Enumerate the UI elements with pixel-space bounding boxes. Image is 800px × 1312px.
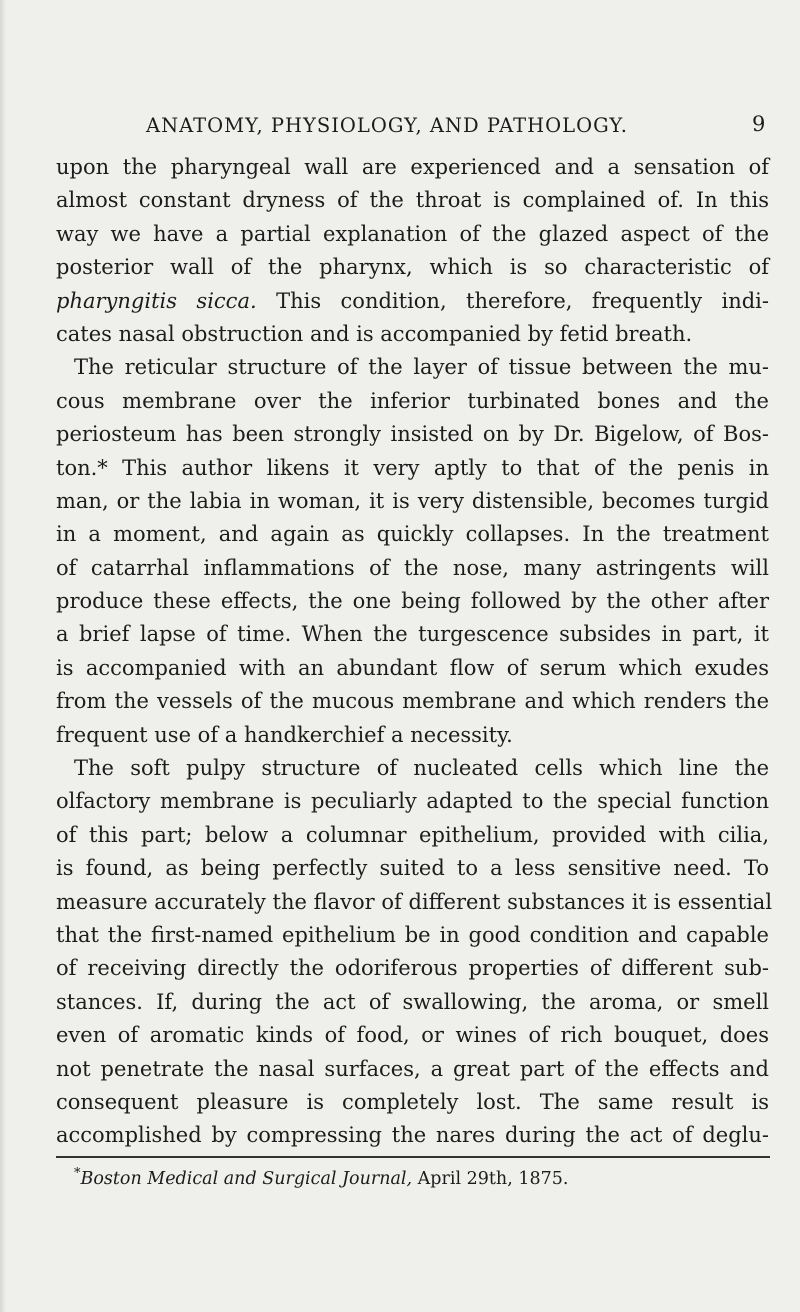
text-line: posterior wall of the pharynx, which is so characteristic of [56, 255, 769, 280]
text-line: almost constant dryness of the throat is complained of. In this [56, 188, 769, 213]
text-line: olfactory membrane is peculiarly adapted to the special function [56, 789, 769, 814]
text-line: is accompanied with an abundant flow of serum which exudes [56, 655, 769, 680]
text-line: upon the pharyngeal wall are experienced and a sensation of [56, 155, 769, 179]
text-line: ton.* This author likens it very aptly to that of the penis in [56, 455, 769, 480]
running-head: ANATOMY, PHYSIOLOGY, AND PATHOLOGY. [146, 114, 628, 137]
text-line: produce these effects, the one being followed by the other after [56, 589, 769, 614]
text-line: in a moment, and again as quickly collapses. In the treatment [56, 522, 769, 547]
page-number: 9 [752, 112, 766, 136]
text-line: stances. If, during the act of swallowing, the aroma, or smell [56, 989, 769, 1014]
body-text [56, 151, 773, 1153]
footnote-date: April 29th, 1875. [417, 1168, 569, 1189]
text-line: a brief lapse of time. When the turgescence subsides in part, it [56, 622, 769, 647]
text-line: accomplished by compressing the nares during the act of deglu- [56, 1123, 769, 1148]
text-line: measure accurately the flavor of different substances it is essential [56, 889, 773, 914]
text-line: is found, as being perfectly suited to a less sensitive need. To [56, 856, 769, 881]
text-line: way we have a partial explanation of the glazed aspect of the [56, 221, 769, 246]
page-edge [0, 0, 6, 1312]
footnote-marker: * [74, 1166, 81, 1181]
text-line: from the vessels of the mucous membrane and which renders the [56, 689, 769, 714]
footnote [74, 1166, 764, 1189]
italic-term: pharyngitis sicca. [56, 288, 257, 313]
footnote-journal: Boston Medical and Surgical Journal, [80, 1168, 413, 1189]
text-line: that the first-named epithelium be in good condition and capable [56, 922, 769, 947]
text-line: man, or the labia in woman, it is very distensible, becomes turgid [56, 488, 769, 513]
text-line-with-italic [56, 285, 769, 318]
text-line: not penetrate the nasal surfaces, a great part of the effects and [56, 1056, 769, 1081]
text-line: The reticular structure of the layer of tissue between the mu- [74, 355, 769, 380]
footnote-rule [56, 1156, 770, 1158]
text-line: of this part; below a columnar epithelium, provided with cilia, [56, 822, 769, 847]
text-line: cates nasal obstruction and is accompanied by fetid breath. [56, 321, 693, 346]
text-line: consequent pleasure is completely lost. The same result is [56, 1089, 769, 1114]
text-line: of receiving directly the odoriferous properties of different sub- [56, 956, 769, 981]
text-line: The soft pulpy structure of nucleated cells which line the [74, 756, 769, 781]
text-fragment: This condition, therefore, frequently indi- [276, 288, 769, 313]
text-line: cous membrane over the inferior turbinated bones and the [56, 388, 769, 413]
text-line: of catarrhal inflammations of the nose, many astringents will [56, 555, 769, 580]
text-line: frequent use of a handkerchief a necessity. [56, 722, 513, 747]
text-line: even of aromatic kinds of food, or wines of rich bouquet, does [56, 1023, 769, 1048]
text-line: periosteum has been strongly insisted on by Dr. Bigelow, of Bos- [56, 422, 769, 447]
